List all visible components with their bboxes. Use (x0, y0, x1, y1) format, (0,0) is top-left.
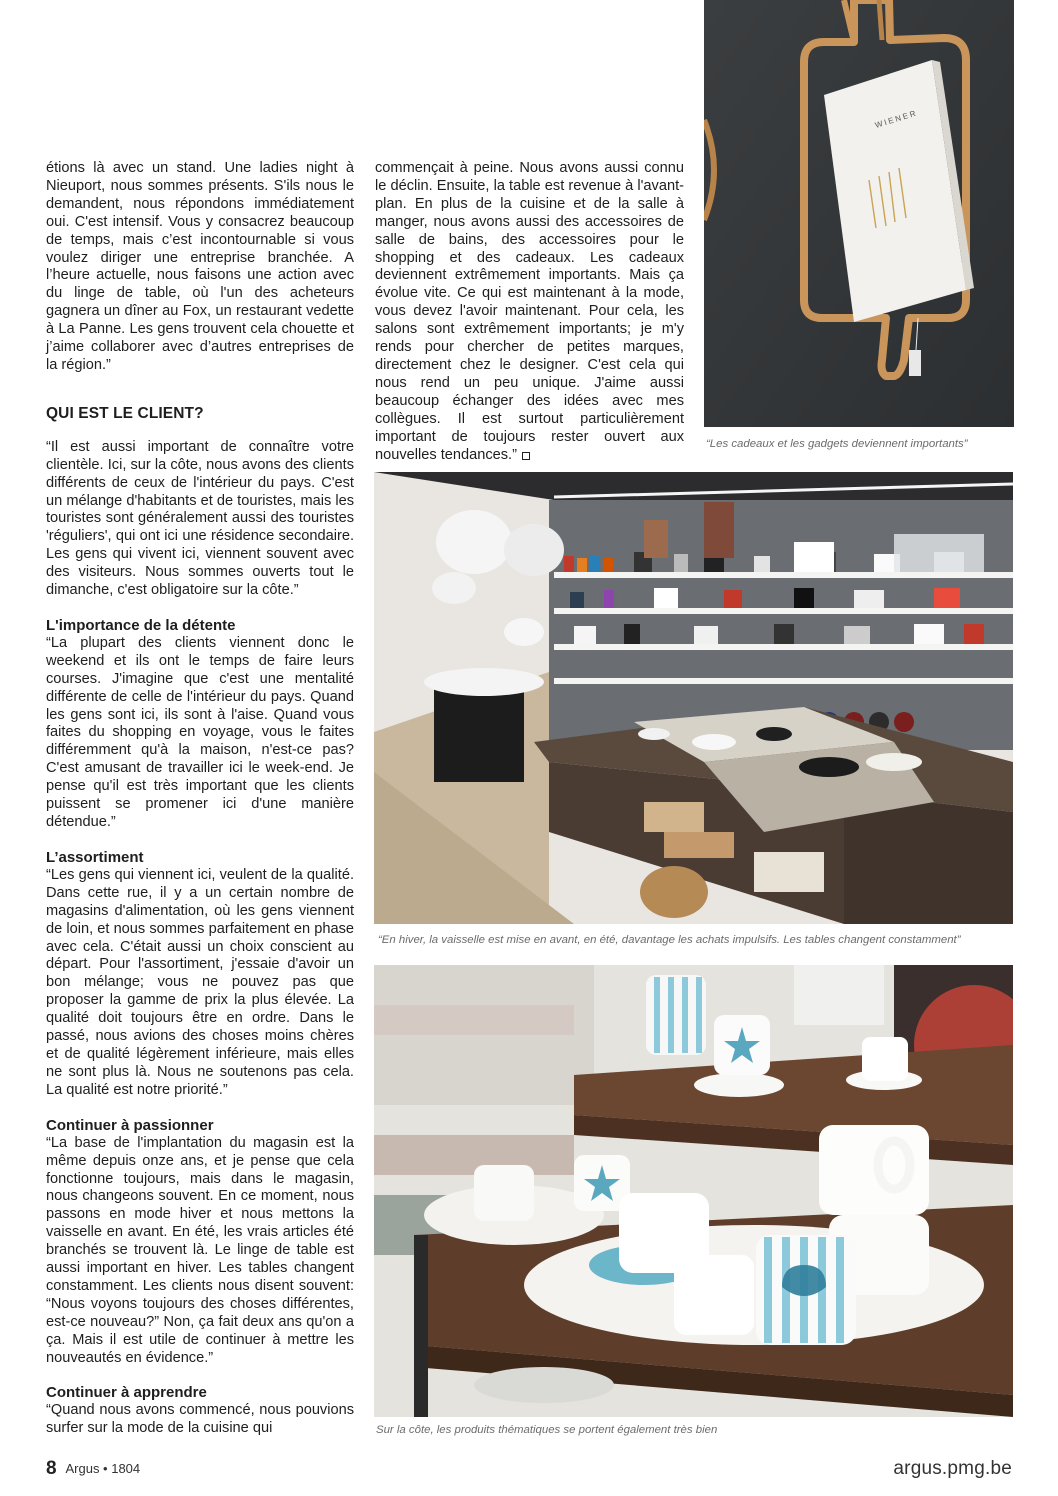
paragraph-assortiment: “Les gens qui viennent ici, veulent de la qualité. Dans cette rue, il y a un certain nombre de magasins d'alimentation, où les gens viennent de loin, et nous sommes parfaitement en phase avec cela. C'était aussi un choix conscient au départ. Pour l'assortiment, j'essaie d'avoir un bon mélange; vous ne pouvez pas que proposer la gamme de prix la plus élevée. La qualité doit toujours être en ordre. Dans le passé, nous avions des choses moins chères et de qualité légèrement inférieure, mais elles ne sont plus là. Nous ne soutenons pas cela. La qualité est notre priorité.” (46, 866, 354, 1098)
photo-store-illustration (374, 472, 1013, 924)
paragraph-passionner: “La base de l'implantation du magasin est la même depuis onze ans, et je pense que cela fonctionne toujours, mais dans le magasin, nous changeons souvent. En ce moment, nous passons en mode hiver et nous mettons la vaisselle en avant. En été, les vrais articles été branchés se trouvent là. Le linge de table est aussi important en hiver. Les tables changent constamment. Les clients nous disent souvent: “Nous voyons toujours des choses différentes, est-ce nouveau?” Non, ça fait deux ans qu'on a ça. Mais il est utile de continuer à mettre les nouveautés en évidence.” (46, 1134, 354, 1366)
footer-website-link[interactable]: argus.pmg.be (893, 1458, 1012, 1479)
magazine-issue: Argus • 1804 (65, 1461, 141, 1476)
end-of-article-icon (522, 452, 530, 460)
paragraph-intro: étions là avec un stand. Une ladies night à Nieuport, nous sommes présents. S'ils nous le demandent, nous répondons immédiatement oui. C'est intensif. Vous y consacrez beaucoup de temps, mais c’est incontournable si vous voulez diriger une entreprise branchée. A l’heure actuelle, nous faisons une action avec du linge de table, où l'un des acheteurs gagnera un dîner au Fox, un restaurant vedette à La Panne. Les gens trouvent cela chouette et j’aime collaborer avec d’autres entreprises de la région.” (46, 160, 354, 373)
photo-gadgets (704, 0, 1014, 427)
photo-tableware-illustration (374, 965, 1013, 1417)
paragraph-apprendre: “Quand nous avons commencé, nous pouvions surfer sur la mode de la cuisine qui (46, 1402, 354, 1437)
caption-gadgets: “Les cadeaux et les gadgets deviennent importants” (706, 438, 968, 450)
paragraph-detente: “La plupart des clients viennent donc le weekend et ils ont le temps de faire leurs courses. J'imagine que c'est une mentalité différente de celle de l'intérieur du pays. Quand les gens sont ici, ils sont à l'aise. Quand vous faites du shopping en voyage, vous le faites différemment qu'à la maison, n'est-ce pas? C'est amusant de travailler ici le week-end. Je pense qu'il est très important que les clients puissent se promener ici d'une manière détendue.” (46, 634, 354, 830)
footer-page-info (46, 1458, 140, 1480)
caption-store-interior: “En hiver, la vaisselle est mise en avant, en été, davantage les achats impulsifs. Les tables changent constamment” (378, 934, 961, 946)
catalogue-brand: WIENER (873, 108, 919, 130)
paragraph-client: “Il est aussi important de connaître votre clientèle. Ici, sur la côte, nous avons des clients différents de ceux de l'intérieur du pays. C'est un mélange d'habitants et de touristes, mais les touristes sont généralement aussi des touristes 'réguliers', qui ont ici une résidence secondaire. Les gens qui vivent ici, viennent souvent avec des visiteurs. Nous sommes ouverts tout le dimanche, c'est obligatoire sur la côte.” (46, 438, 354, 599)
photo-store-interior (374, 472, 1013, 924)
heading-detente: L'importance de la détente (46, 616, 236, 634)
article-column-2 (375, 160, 684, 464)
heading-passionner: Continuer à passionner (46, 1116, 214, 1134)
page-number: 8 (46, 1458, 57, 1479)
heading-assortiment: L’assortiment (46, 848, 144, 866)
caption-tableware: Sur la côte, les produits thématiques se portent également très bien (376, 1424, 718, 1436)
photo-tableware (374, 965, 1013, 1417)
photo-gadgets-illustration (704, 0, 1014, 427)
paragraph-column-2 (375, 160, 684, 464)
article-column-1 (46, 160, 354, 1438)
heading-qui-est-le-client: QUI EST LE CLIENT? (46, 404, 204, 422)
paragraph-column-2-text: commençait à peine. Nous avons aussi connu le déclin. Ensuite, la table est revenue à l'avant-plan. En plus de la cuisine et de la salle à manger, nous avons aussi des accessoires de salle de bains, des accessoires pour le shopping et des cadeaux. Les cadeaux deviennent extrêmement importants. Mais ça évolue vite. Ce qui est maintenant à la mode, vous devez l'avoir maintenant. Pour cela, les salons sont extrêmement importants; je m'y rends pour chercher de petites marques, directement chez le designer. C'est cela qui nous rend un peu unique. J'aime aussi beaucoup échanger des idées avec mes collègues. Il est surtout particulièrement important de toujours rester ouvert aux nouvelles tendances.” (375, 160, 684, 463)
heading-apprendre: Continuer à apprendre (46, 1384, 207, 1402)
